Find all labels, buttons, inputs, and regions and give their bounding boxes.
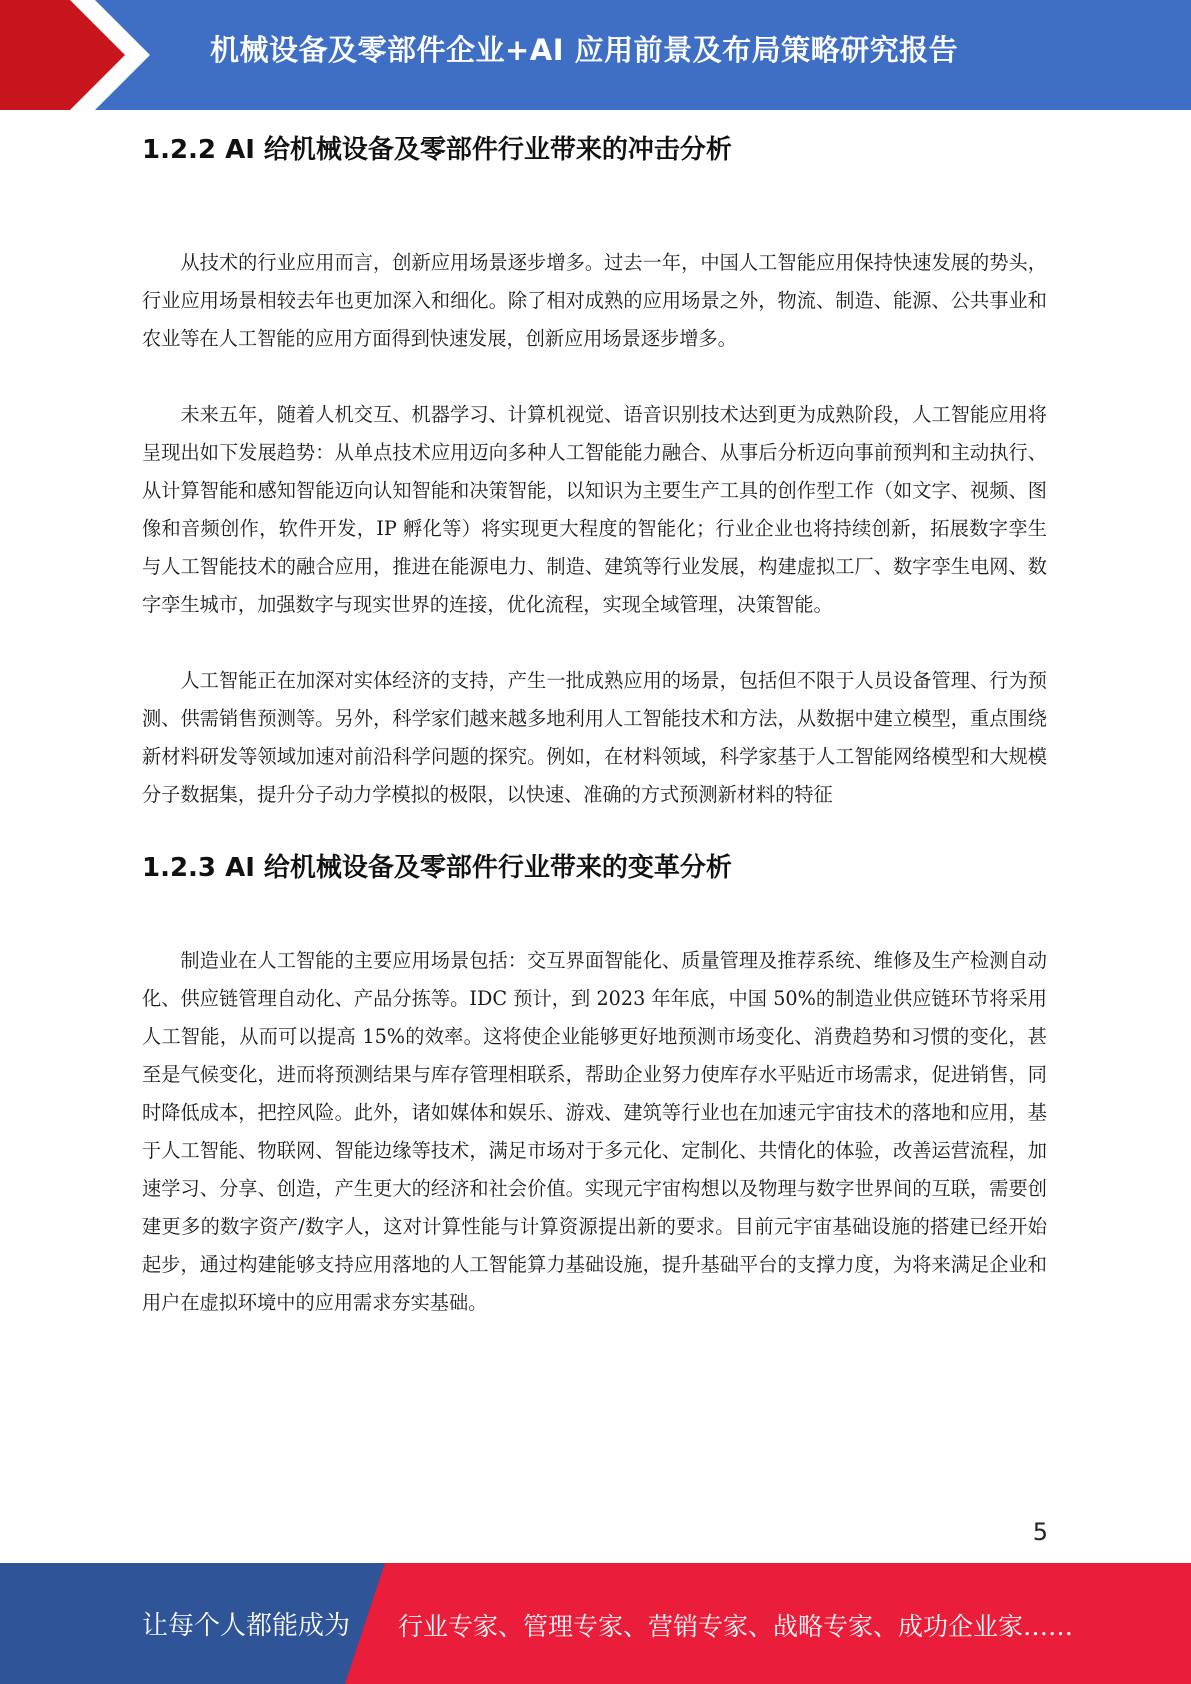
- paragraph: 未来五年，随着人机交互、机器学习、计算机视觉、语音识别技术达到更为成熟阶段，人工智能应用将呈现出如下发展趋势：从单点技术应用迈向多种人工智能能力融合、从事后分析迈向事前预判和主动执行、从计算智能和感知智能迈向认知智能和决策智能，以知识为主要生产工具的创作型工作（如文字、视频、图像和音频创作，软件开发，IP 孵化等）将实现更大程度的智能化；行业企业也将持续创新，拓展数字孪生与人工智能技术的融合应用，推进在能源电力、制造、建筑等行业发展，构建虚拟工厂、数字孪生电网、数字孪生城市，加强数字与现实世界的连接，优化流程，实现全域管理，决策智能。: [142, 403, 1047, 616]
- page-number: 5: [1032, 1518, 1048, 1546]
- section-heading-1-2-2: 1.2.2 AI 给机械设备及零部件行业带来的冲击分析: [142, 135, 732, 165]
- section-heading-1-2-3: 1.2.3 AI 给机械设备及零部件行业带来的变革分析: [142, 853, 732, 883]
- footer-band: [0, 1563, 1191, 1684]
- footer-slogan-right: 行业专家、管理专家、营销专家、战略专家、成功企业家……: [398, 1612, 1074, 1641]
- paragraph: 从技术的行业应用而言，创新应用场景逐步增多。过去一年，中国人工智能应用保持快速发展的势头，行业应用场景相较去年也更加深入和细化。除了相对成熟的应用场景之外，物流、制造、能源、公共事业和农业等在人工智能的应用方面得到快速发展，创新应用场景逐步增多。: [142, 251, 1047, 350]
- header-band: [0, 0, 1191, 110]
- footer-slogan-left: 让每个人都能成为: [142, 1611, 351, 1641]
- paragraph: 制造业在人工智能的主要应用场景包括：交互界面智能化、质量管理及推荐系统、维修及生产检测自动化、供应链管理自动化、产品分拣等。IDC 预计，到 2023 年年底，中国 50%的制造业供应链环节将采用人工智能，从而可以提高 15%的效率。这将使企业能够更好地预测市场变化、消费趋势和习惯的变化，甚至是气候变化，进而将预测结果与库存管理相联系，帮助企业努力使库存水平贴近市场需求，促进销售，同时降低成本，把控风险。此外，诸如媒体和娱乐、游戏、建筑等行业也在加速元宇宙技术的落地和应用，基于人工智能、物联网、智能边缘等技术，满足市场对于多元化、定制化、共情化的体验，改善运营流程，加速学习、分享、创造，产生更大的经济和社会价值。实现元宇宙构想以及物理与数字世界间的互联，需要创建更多的数字资产/数字人，这对计算性能与计算资源提出新的要求。目前元宇宙基础设施的搭建已经开始起步，通过构建能够支持应用落地的人工智能算力基础设施，提升基础平台的支撑力度，为将来满足企业和用户在虚拟环境中的应用需求夯实基础。: [142, 949, 1047, 1314]
- report-title: 机械设备及零部件企业+AI 应用前景及布局策略研究报告: [210, 33, 959, 67]
- paragraph: 人工智能正在加深对实体经济的支持，产生一批成熟应用的场景，包括但不限于人员设备管理、行为预测、供需销售预测等。另外，科学家们越来越多地利用人工智能技术和方法，从数据中建立模型，重点围绕新材料研发等领域加速对前沿科学问题的探究。例如，在材料领域，科学家基于人工智能网络模型和大规模分子数据集，提升分子动力学模拟的极限，以快速、准确的方式预测新材料的特征: [142, 669, 1047, 806]
- main-content: [142, 128, 1047, 1322]
- header-arrow-decoration: [0, 0, 160, 110]
